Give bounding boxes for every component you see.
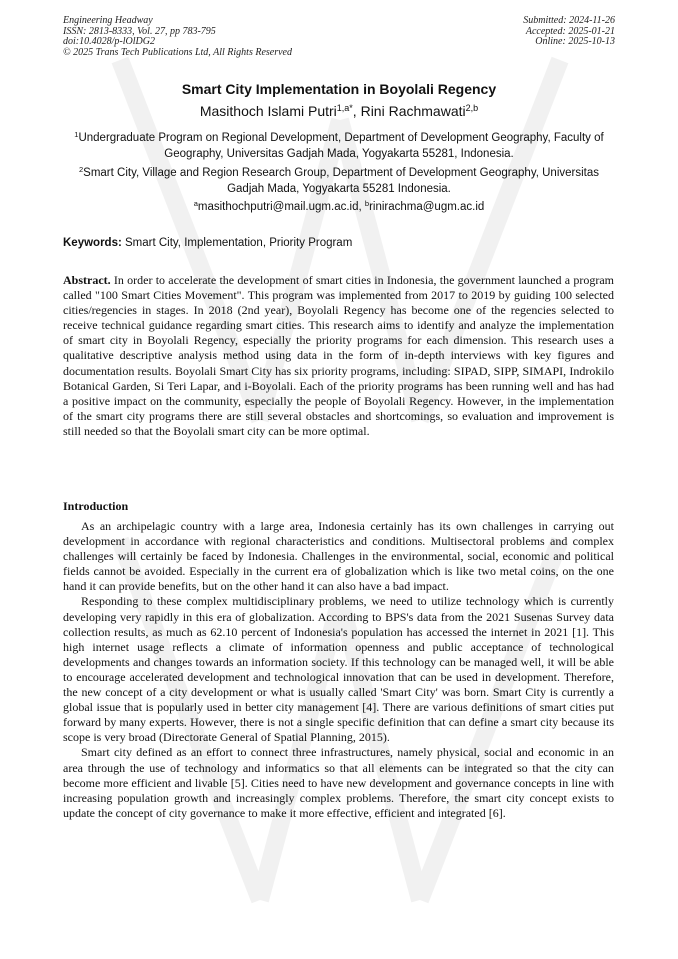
affiliation-2 <box>70 165 608 197</box>
author-name: Rini Rachmawati <box>360 103 466 119</box>
keywords-label: Keywords: <box>63 237 122 249</box>
author-name: Masithoch Islami Putri <box>199 103 337 119</box>
abstract-block <box>63 273 614 439</box>
author-affiliation-mark: 1,a* <box>336 103 353 113</box>
introduction-heading: Introduction <box>63 499 129 513</box>
paper-title: Smart City Implementation in Boyolali Regency <box>181 81 497 97</box>
email-link[interactable]: masithochputri@mail.ugm.ac.id <box>197 201 359 213</box>
journal-name: Engineering Headway <box>63 15 153 26</box>
email-link[interactable]: rinirachma@ugm.ac.id <box>369 201 485 213</box>
affiliation-mark: 1 <box>74 130 79 139</box>
accepted-date: Accepted: 2025-01-21 <box>525 25 615 37</box>
journal-header-right <box>523 16 615 48</box>
email-mark: a <box>193 199 198 208</box>
journal-issn: ISSN: 2813-8333, Vol. 27, pp 783-795 <box>63 25 216 37</box>
affiliation-text: Smart City, Village and Region Research Group, Department of Development Geography, Universitas Gadjah Mada, Yogyakarta 55281 Indonesia. <box>83 167 599 195</box>
paragraph: Responding to these complex multidisciplinary problems, we need to utilize technology which is currently developing very rapidly in this era of globalization. According to BPS's data from the 2021 Susenas Survey data collection results, as much as 62.10 percent of Indonesia's population has accessed the internet in 2021 [1]. This high internet usage reflects a climate of information openness and public acceptance of technological developments and changes towards an information society. If this technology can be managed well, it will be able to encourage accelerated development and technological innovation that can be used in development. Therefore, the new concept of a city development or what is usually called 'Smart City' was born. Smart City is currently a global issue that is popularly used in better city management [4]. There are various definitions of smart cities put forward by many experts. However, there is not a single specific definition that can define a smart city because its scope is very broad (Directorate General of Spatial Planning, 2015). <box>63 594 614 745</box>
author-separator: , <box>352 103 361 119</box>
introduction-body <box>63 519 614 821</box>
journal-doi[interactable]: doi:10.4028/p-lOlDG2 <box>63 36 155 47</box>
journal-copyright: © 2025 Trans Tech Publications Ltd, All Rights Reserved <box>63 46 292 58</box>
affiliation-mark: 2 <box>78 165 84 174</box>
keywords-text: Smart City, Implementation, Priority Program <box>121 237 353 249</box>
submitted-date: Submitted: 2024-11-26 <box>523 15 615 26</box>
journal-header-left <box>63 16 292 58</box>
abstract-text: In order to accelerate the development of smart cities in Indonesia, the government launched a program called "100 Smart Cities Movement". This program was implemented from 2017 to 2019 by guiding 100 selected cities/regencies in stages. In 2018 (2nd year), Boyolali Regency has become one of the regencies selected to receive technical guidance regarding smart cities. This research aims to identify and analyze the implementation of smart city in Boyolali Regency, especially the priority programs for each dimension. This research uses a qualitative descriptive analysis method using data in the form of in-depth interviews with key figures and documentation results. Boyolali Smart City has six priority programs, including: SIPAD, SIPP, SIMAPI, Indrokilo Botanical Garden, Si Teri Lapar, and i-Boyolali. Each of the priority programs has been running well and has had a positive impact on the community, especially the people of Boyolali Regency. However, in the implementation of the smart city programs there are still several obstacles and shortcomings, so evaluation and improvement is still needed so that the Boyolali smart city can be more optimal. <box>63 273 614 438</box>
paragraph: Smart city defined as an effort to connect three infrastructures, namely physical, social and economic in an area through the use of technology and informatics so that all elements can be integrated so that the city can become more efficient and livable [5]. Cities need to have new development and governance concepts in line with increasing population growth and increasingly complex problems. Therefore, the smart city concept exists to update the concept of city governance to make it more effective, efficient and integrated [6]. <box>63 745 614 820</box>
author-affiliation-mark: 2,b <box>465 103 479 113</box>
affiliation-1 <box>70 130 608 162</box>
email-mark: b <box>364 199 370 208</box>
email-line <box>0 201 678 213</box>
abstract-label: Abstract. <box>63 273 111 287</box>
affiliation-text: Undergraduate Program on Regional Development, Department of Development Geography, Faculty of Geography, Universitas Gadjah Mada, Yogyakarta 55281, Indonesia. <box>78 132 604 160</box>
keywords-line <box>63 237 352 249</box>
online-date: Online: 2025-10-13 <box>535 36 615 47</box>
email-separator: , <box>358 201 365 213</box>
paragraph: As an archipelagic country with a large area, Indonesia certainly has its own challenges in carrying out development in accordance with regional characteristics and conditions. Multisectoral problems and complex challenges will certainly be faced by Indonesia. Challenges in the environmental, social, economic and political fields cannot be avoided. Especially in the current era of globalization which is like two metal coins, on the one hand it can provide benefits, but on the other hand it can also have a bad impact. <box>63 519 614 594</box>
author-list <box>0 103 678 119</box>
